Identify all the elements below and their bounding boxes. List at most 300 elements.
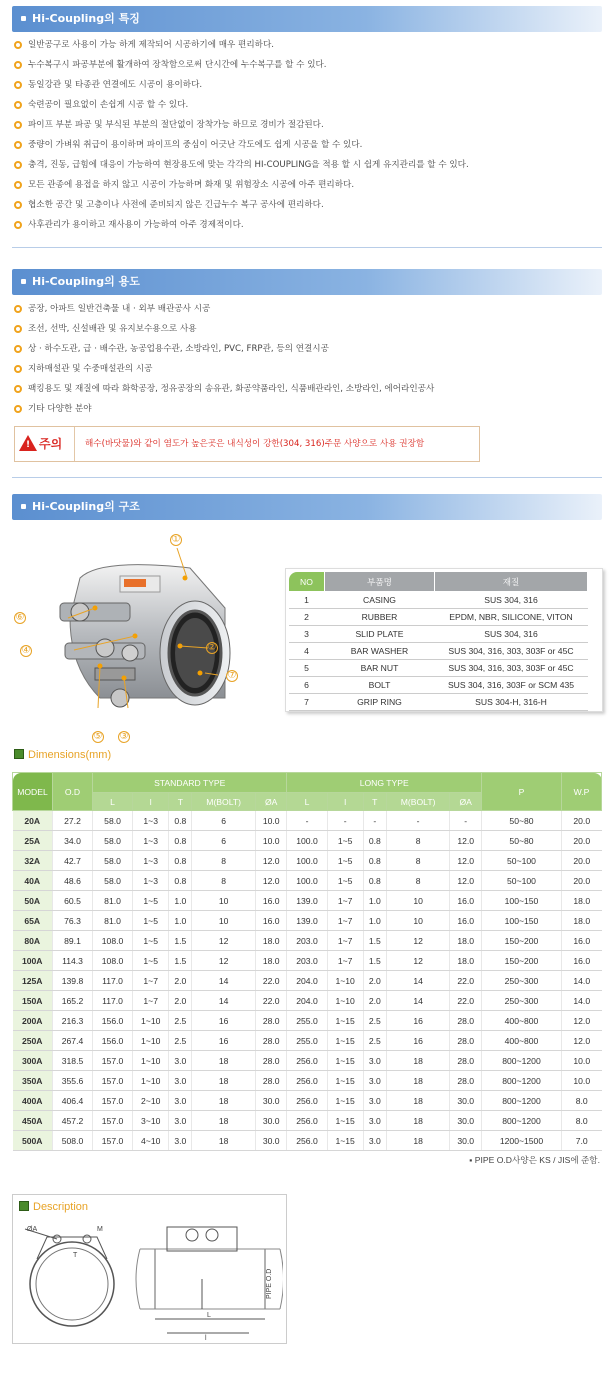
table-cell: 157.0 [93, 1131, 133, 1151]
table-cell: 18.0 [562, 911, 602, 931]
table-row [13, 931, 602, 951]
table-row [289, 626, 588, 643]
dim-subheader: T [169, 793, 192, 811]
table-cell: 28.0 [450, 1031, 482, 1051]
warning-box [14, 426, 480, 462]
table-cell: 2 [289, 609, 325, 626]
dim-header-model: MODEL [13, 773, 53, 811]
table-cell: 8 [386, 851, 450, 871]
model-cell: 400A [13, 1091, 53, 1111]
table-cell: 18 [192, 1111, 256, 1131]
bullet-icon [14, 181, 22, 189]
table-cell: 3.0 [363, 1091, 386, 1111]
desc-label-m: M [97, 1226, 103, 1233]
callout-2: ② [207, 642, 217, 653]
table-cell: 1~5 [327, 851, 363, 871]
table-cell: 1 [289, 592, 325, 609]
model-cell: 50A [13, 891, 53, 911]
table-cell: 255.0 [287, 1011, 327, 1031]
parts-table-panel [285, 568, 603, 712]
table-cell: 3.0 [169, 1071, 192, 1091]
table-cell: EPDM, NBR, SILICONE, VITON [435, 609, 588, 626]
table-cell: 8.0 [562, 1091, 602, 1111]
table-row [289, 677, 588, 694]
table-cell: 2.5 [169, 1031, 192, 1051]
table-cell: 108.0 [93, 951, 133, 971]
table-cell: 150~200 [482, 931, 562, 951]
table-cell: 256.0 [287, 1051, 327, 1071]
model-cell: 250A [13, 1031, 53, 1051]
table-cell: 250~300 [482, 971, 562, 991]
dimensions-note: ▪ PIPE O.D사양은 KS / JIS에 준함. [469, 1155, 600, 1165]
table-cell: 267.4 [53, 1031, 93, 1051]
list-item-text: 조선, 선박, 신설배관 및 유지보수용으로 사용 [28, 324, 197, 334]
table-cell: 6 [192, 811, 256, 831]
features-header [12, 6, 602, 32]
table-cell: 2.5 [363, 1011, 386, 1031]
table-row [289, 609, 588, 626]
list-item [14, 38, 469, 58]
table-cell: 100~150 [482, 911, 562, 931]
table-cell: 1.5 [363, 951, 386, 971]
table-cell: - [450, 811, 482, 831]
table-cell: 800~1200 [482, 1071, 562, 1091]
table-row [13, 1071, 602, 1091]
table-cell: 203.0 [287, 931, 327, 951]
table-cell: 100.0 [287, 871, 327, 891]
table-cell: - [363, 811, 386, 831]
table-cell: 318.5 [53, 1051, 93, 1071]
table-cell: 800~1200 [482, 1111, 562, 1131]
table-cell: 1~10 [133, 1011, 169, 1031]
table-cell: 139.8 [53, 971, 93, 991]
table-cell: SLID PLATE [325, 626, 435, 643]
table-cell: 18.0 [255, 951, 287, 971]
bullet-icon [14, 305, 22, 313]
table-cell: 400~800 [482, 1031, 562, 1051]
list-item [14, 218, 469, 238]
table-row [13, 831, 602, 851]
model-cell: 125A [13, 971, 53, 991]
dimensions-title: Dimensions(mm) [28, 749, 112, 761]
table-cell: 50~80 [482, 831, 562, 851]
dimensions-heading [14, 749, 111, 763]
table-cell: 8 [386, 831, 450, 851]
usage-header [12, 269, 602, 295]
usage-list [14, 302, 434, 422]
table-cell: 139.0 [287, 891, 327, 911]
list-item-text: 상 · 하수도관, 급 · 배수관, 농공업용수관, 소방라인, PVC, FRP관, 등의 연결시공 [28, 344, 329, 354]
callout-5: ⑤ [93, 731, 103, 742]
table-cell: 18 [192, 1091, 256, 1111]
table-cell: 18 [386, 1111, 450, 1131]
model-cell: 40A [13, 871, 53, 891]
table-cell: - [327, 811, 363, 831]
dim-subheader: ØA [255, 793, 287, 811]
bullet-icon [14, 61, 22, 69]
structure-header [12, 494, 602, 520]
table-row [289, 660, 588, 677]
model-cell: 80A [13, 931, 53, 951]
dim-subheader: L [287, 793, 327, 811]
table-cell: 400~800 [482, 1011, 562, 1031]
dim-subheader: ØA [450, 793, 482, 811]
table-cell: 16 [386, 1011, 450, 1031]
table-cell: 1~15 [327, 1051, 363, 1071]
table-cell: 204.0 [287, 991, 327, 1011]
table-cell: 1.0 [363, 891, 386, 911]
table-cell: 1~5 [327, 871, 363, 891]
list-item [14, 198, 469, 218]
bullet-icon [14, 101, 22, 109]
table-cell: 150~200 [482, 951, 562, 971]
table-cell: 12 [192, 951, 256, 971]
table-cell: 28.0 [255, 1071, 287, 1091]
table-cell: 12.0 [255, 871, 287, 891]
table-cell: 1~15 [327, 1011, 363, 1031]
list-item [14, 382, 434, 402]
table-cell: 16.0 [450, 911, 482, 931]
table-cell: RUBBER [325, 609, 435, 626]
parts-header-material: 재질 [435, 572, 588, 592]
model-cell: 150A [13, 991, 53, 1011]
table-cell: 1~5 [133, 911, 169, 931]
callout-1: ① [171, 534, 181, 545]
model-cell: 200A [13, 1011, 53, 1031]
table-cell: 6 [289, 677, 325, 694]
table-cell: 18.0 [255, 931, 287, 951]
table-cell: 30.0 [255, 1131, 287, 1151]
dim-header-wp: W.P [562, 773, 602, 811]
table-cell: 2.5 [363, 1031, 386, 1051]
table-cell: 250~300 [482, 991, 562, 1011]
dim-header-long: LONG TYPE [287, 773, 482, 793]
divider [12, 247, 602, 248]
header-bullet-icon [21, 504, 26, 509]
list-item [14, 402, 434, 422]
table-cell: 1~15 [327, 1091, 363, 1111]
table-cell: 1~15 [327, 1111, 363, 1131]
table-cell: 14 [386, 991, 450, 1011]
table-cell: 20.0 [562, 871, 602, 891]
table-cell: 18 [192, 1131, 256, 1151]
table-cell: 20.0 [562, 831, 602, 851]
table-cell: BAR WASHER [325, 643, 435, 660]
table-row [13, 871, 602, 891]
table-cell: 3.0 [363, 1111, 386, 1131]
table-cell: 1~5 [133, 951, 169, 971]
table-cell: 18.0 [562, 891, 602, 911]
table-cell: 14.0 [562, 991, 602, 1011]
table-cell: 457.2 [53, 1111, 93, 1131]
table-cell: 0.8 [363, 831, 386, 851]
table-cell: 22.0 [450, 991, 482, 1011]
table-cell: BAR NUT [325, 660, 435, 677]
table-row [13, 1051, 602, 1071]
model-cell: 450A [13, 1111, 53, 1131]
table-cell: 165.2 [53, 991, 93, 1011]
list-item [14, 118, 469, 138]
table-cell: 30.0 [450, 1131, 482, 1151]
table-row [289, 694, 588, 711]
table-cell: 256.0 [287, 1071, 327, 1091]
table-cell: 22.0 [450, 971, 482, 991]
table-cell: 50~100 [482, 851, 562, 871]
table-cell: 16.0 [255, 911, 287, 931]
table-row [289, 643, 588, 660]
list-item [14, 342, 434, 362]
table-cell: 1~7 [133, 971, 169, 991]
table-cell: 2.5 [169, 1011, 192, 1031]
model-cell: 25A [13, 831, 53, 851]
list-item-text: 기타 다양한 분야 [28, 404, 92, 414]
list-item-text: 모든 관종에 용접을 하지 않고 시공이 가능하며 화재 및 위험장소 시공에 아주 편리하다. [28, 180, 355, 190]
table-cell: 16.0 [255, 891, 287, 911]
bullet-icon [14, 325, 22, 333]
table-cell: 10.0 [255, 811, 287, 831]
table-cell: SUS 304, 316, 303, 303F or 45C [435, 660, 588, 677]
table-cell: 16 [192, 1011, 256, 1031]
features-list [14, 38, 469, 238]
table-cell: 10 [386, 911, 450, 931]
table-cell: 10.0 [562, 1051, 602, 1071]
table-cell: 4~10 [133, 1131, 169, 1151]
table-row [13, 1031, 602, 1051]
table-cell: 12 [386, 951, 450, 971]
table-cell: 16 [386, 1031, 450, 1051]
list-item [14, 78, 469, 98]
table-cell: 8 [386, 871, 450, 891]
table-cell: 18 [386, 1071, 450, 1091]
table-cell: 10 [192, 911, 256, 931]
table-cell: 1~10 [133, 1031, 169, 1051]
table-cell: 2.0 [363, 971, 386, 991]
table-cell: 58.0 [93, 831, 133, 851]
table-cell: 12.0 [562, 1031, 602, 1051]
table-cell: 12.0 [450, 851, 482, 871]
description-panel [12, 1194, 287, 1344]
table-cell: 355.6 [53, 1071, 93, 1091]
table-cell: 16.0 [450, 891, 482, 911]
desc-label-t: T [73, 1252, 78, 1259]
list-item-text: 공장, 아파트 일반건축물 내 · 외부 배관공사 시공 [28, 304, 211, 314]
table-cell: 2.0 [363, 991, 386, 1011]
description-drawing [17, 1219, 283, 1341]
table-cell: 18 [386, 1051, 450, 1071]
table-cell: 18 [386, 1091, 450, 1111]
table-cell: 18 [386, 1131, 450, 1151]
bullet-icon [14, 121, 22, 129]
table-cell: 157.0 [93, 1051, 133, 1071]
table-cell: 1.0 [363, 911, 386, 931]
table-row [13, 891, 602, 911]
dim-subheader: l [327, 793, 363, 811]
table-cell: 28.0 [450, 1071, 482, 1091]
table-cell: 117.0 [93, 971, 133, 991]
table-cell: 58.0 [93, 871, 133, 891]
table-cell: 89.1 [53, 931, 93, 951]
table-cell: 14 [192, 991, 256, 1011]
table-cell: 28.0 [450, 1051, 482, 1071]
table-cell: 1~15 [327, 1071, 363, 1091]
list-item [14, 362, 434, 382]
table-cell: 6 [192, 831, 256, 851]
description-icon [19, 1201, 29, 1211]
table-cell: 1~7 [327, 931, 363, 951]
table-cell: 8.0 [562, 1111, 602, 1131]
table-cell: 14.0 [562, 971, 602, 991]
table-row [13, 851, 602, 871]
table-cell: 1~3 [133, 871, 169, 891]
dim-header-standard: STANDARD TYPE [93, 773, 287, 793]
list-item-text: 팩킹용도 및 재질에 따라 화학공장, 정유공장의 송유관, 화공약품라인, 식품배관라인, 소방라인, 에어라인공사 [28, 384, 435, 394]
table-cell: 60.5 [53, 891, 93, 911]
callout-4: ④ [21, 645, 31, 656]
list-item [14, 322, 434, 342]
table-cell: 18.0 [450, 951, 482, 971]
table-cell: 1~3 [133, 851, 169, 871]
table-cell: 28.0 [255, 1051, 287, 1071]
table-cell: 27.2 [53, 811, 93, 831]
table-cell: 8 [192, 871, 256, 891]
model-cell: 350A [13, 1071, 53, 1091]
bullet-icon [14, 221, 22, 229]
table-cell: BOLT [325, 677, 435, 694]
table-cell: SUS 304, 316 [435, 592, 588, 609]
header-bullet-icon [21, 279, 26, 284]
table-cell: 8 [192, 851, 256, 871]
table-cell: 76.3 [53, 911, 93, 931]
table-cell: 3.0 [169, 1091, 192, 1111]
list-item-text: 일반공구로 사용이 가능 하게 제작되어 시공하기에 매우 편리하다. [28, 40, 274, 50]
table-cell: GRIP RING [325, 694, 435, 711]
table-cell: 156.0 [93, 1011, 133, 1031]
table-cell: 30.0 [255, 1111, 287, 1131]
table-cell: 1~5 [133, 931, 169, 951]
table-cell: 1.0 [169, 891, 192, 911]
dim-subheader: M(BOLT) [192, 793, 256, 811]
table-cell: 0.8 [363, 871, 386, 891]
list-item [14, 178, 469, 198]
table-cell: 3.0 [363, 1051, 386, 1071]
callout-6: ⑥ [15, 612, 25, 623]
table-cell: 30.0 [450, 1091, 482, 1111]
description-heading [19, 1201, 88, 1213]
table-cell: 156.0 [93, 1031, 133, 1051]
list-item-text: 지하매설관 및 수중매설관의 시공 [28, 364, 153, 374]
table-cell: 256.0 [287, 1131, 327, 1151]
table-cell: 117.0 [93, 991, 133, 1011]
list-item [14, 158, 469, 178]
table-cell: 22.0 [255, 971, 287, 991]
table-cell: 800~1200 [482, 1091, 562, 1111]
desc-label-l-lower: l [205, 1335, 207, 1341]
bullet-icon [14, 365, 22, 373]
list-item-text: 사후관리가 용이하고 재사용이 가능하여 아주 경제적이다. [28, 220, 244, 230]
table-cell: 7.0 [562, 1131, 602, 1151]
model-cell: 500A [13, 1131, 53, 1151]
model-cell: 20A [13, 811, 53, 831]
features-title: Hi-Coupling의 특징 [32, 12, 140, 25]
table-cell: 1~10 [327, 991, 363, 1011]
table-cell: 3.0 [169, 1111, 192, 1131]
bullet-icon [14, 141, 22, 149]
model-cell: 300A [13, 1051, 53, 1071]
table-cell: 10 [386, 891, 450, 911]
table-cell: 14 [192, 971, 256, 991]
table-cell: 4 [289, 643, 325, 660]
table-cell: 20.0 [562, 851, 602, 871]
bullet-icon [14, 161, 22, 169]
table-cell: 12 [386, 931, 450, 951]
model-cell: 100A [13, 951, 53, 971]
table-cell: 12.0 [450, 871, 482, 891]
table-cell: 1.5 [169, 951, 192, 971]
table-cell: 1.5 [363, 931, 386, 951]
table-cell: SUS 304, 316 [435, 626, 588, 643]
list-item [14, 98, 469, 118]
table-cell: 30.0 [450, 1111, 482, 1131]
table-cell: 28.0 [255, 1011, 287, 1031]
table-cell: 1~10 [133, 1071, 169, 1091]
table-cell: 7 [289, 694, 325, 711]
table-cell: 0.8 [169, 811, 192, 831]
table-cell: 114.3 [53, 951, 93, 971]
list-item [14, 302, 434, 322]
table-cell: 28.0 [255, 1031, 287, 1051]
table-cell: 3.0 [363, 1131, 386, 1151]
table-cell: 1~7 [327, 891, 363, 911]
table-cell: 1~3 [133, 811, 169, 831]
table-cell: 2.0 [169, 971, 192, 991]
divider [12, 477, 602, 478]
table-cell: 800~1200 [482, 1051, 562, 1071]
parts-header-name: 부품명 [325, 572, 435, 592]
table-cell: 20.0 [562, 811, 602, 831]
table-cell: 12.0 [255, 851, 287, 871]
table-cell: SUS 304, 316, 303, 303F or 45C [435, 643, 588, 660]
table-cell: 16 [192, 1031, 256, 1051]
table-cell: - [386, 811, 450, 831]
table-cell: 10 [192, 891, 256, 911]
table-cell: 81.0 [93, 911, 133, 931]
table-cell: 3.0 [363, 1071, 386, 1091]
table-cell: 81.0 [93, 891, 133, 911]
table-cell: 2~10 [133, 1091, 169, 1111]
table-cell: 203.0 [287, 951, 327, 971]
list-item [14, 138, 469, 158]
table-cell: 1~7 [327, 911, 363, 931]
table-cell: 100.0 [287, 831, 327, 851]
table-cell: 50~100 [482, 871, 562, 891]
model-cell: 65A [13, 911, 53, 931]
bullet-icon [14, 41, 22, 49]
warning-label: 주의 [39, 437, 63, 451]
list-item-text: 중량이 가벼워 취급이 용이하며 파이프의 중심이 어긋난 각도에도 쉽게 시공을 할 수 있다. [28, 140, 363, 150]
desc-label-pipe-od: PIPE O.D [266, 1268, 273, 1299]
table-row [13, 971, 602, 991]
table-cell: 1~7 [133, 991, 169, 1011]
warning-tag: ! 주의 [15, 427, 75, 461]
dim-header-p: P [482, 773, 562, 811]
table-cell: 1~15 [327, 1131, 363, 1151]
list-item-text: 협소한 공간 및 고층이나 사전에 준비되지 않은 긴급누수 복구 공사에 편리하다. [28, 200, 324, 210]
dimensions-table [12, 772, 602, 1151]
table-cell: 216.3 [53, 1011, 93, 1031]
bullet-icon [14, 345, 22, 353]
table-cell: 255.0 [287, 1031, 327, 1051]
table-row [289, 592, 588, 609]
